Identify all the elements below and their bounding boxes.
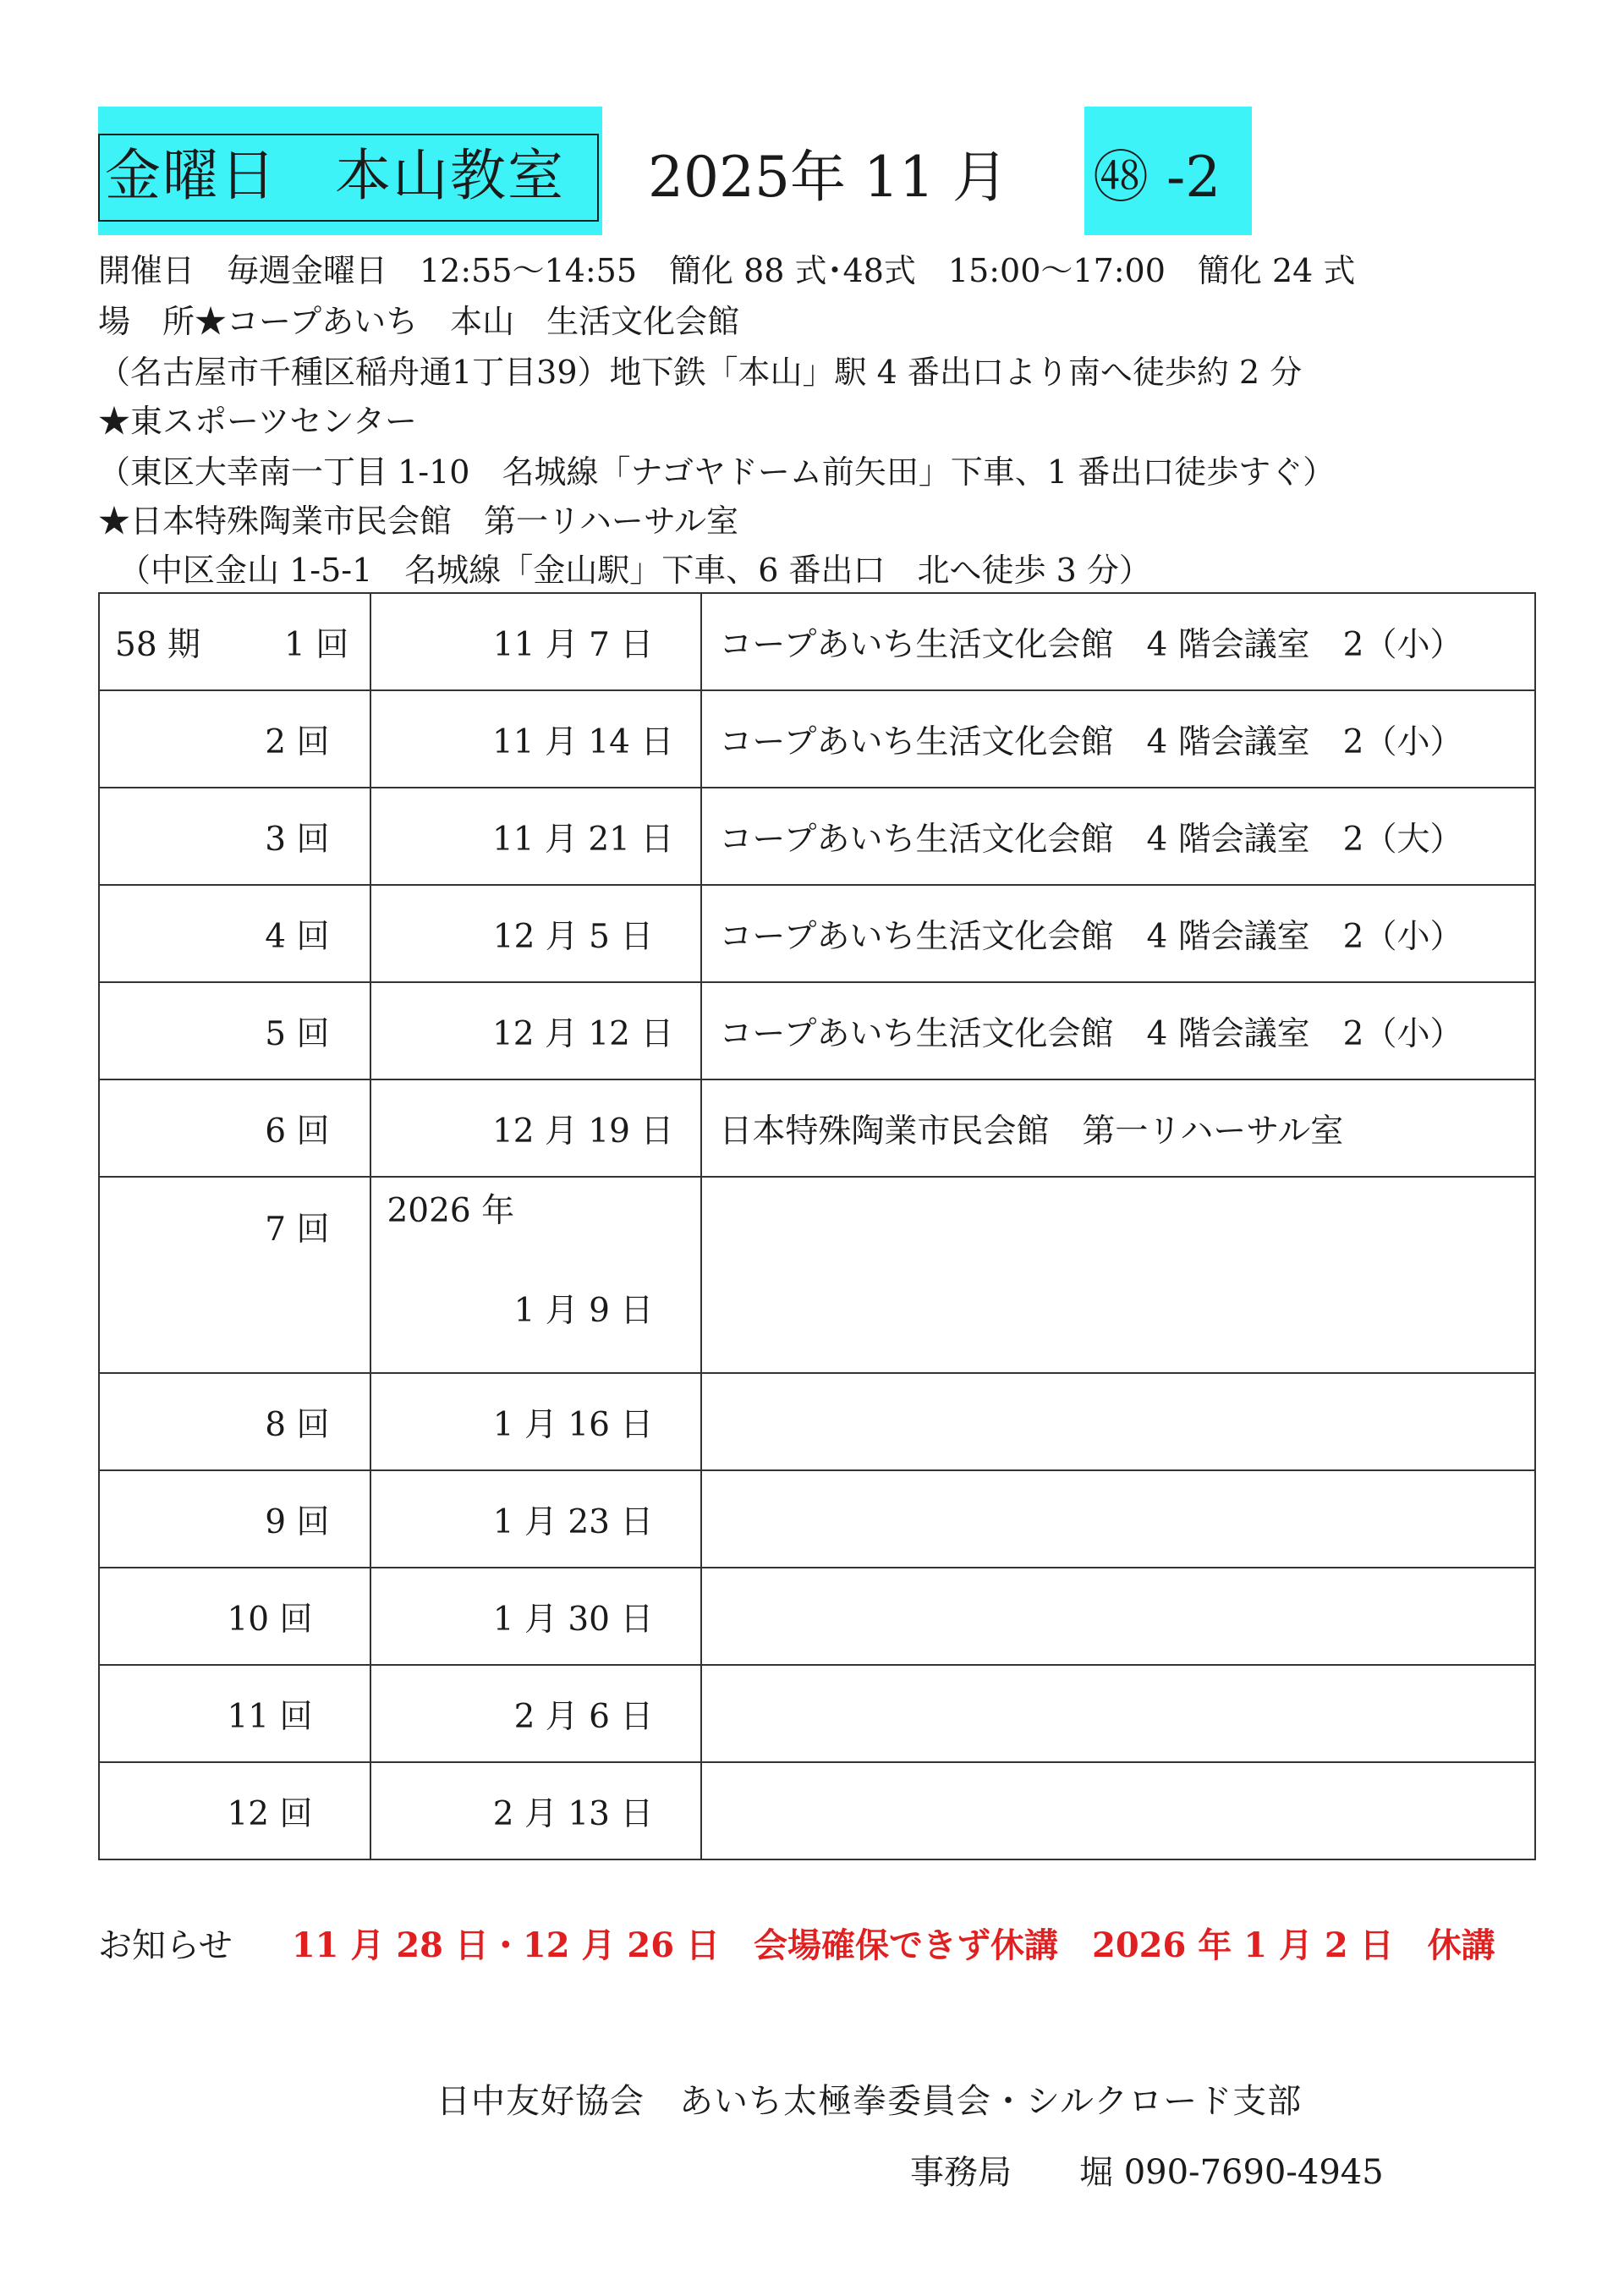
info-venue-address: （名古屋市千種区稲舟通1丁目39）地下鉄「本山」駅 4 番出口より南へ徒歩約 2 分	[98, 354, 1303, 391]
office-label: 事務局	[910, 2153, 1012, 2192]
info-venue2-name: ★東スポーツセンター	[98, 403, 417, 440]
session-year: 2026 年	[387, 1192, 515, 1230]
title-term-number: ㊽ -2	[1093, 145, 1221, 210]
office-phone: 堀 090-7690-4945	[1079, 2153, 1384, 2192]
session-number: 3 回	[99, 788, 370, 885]
session-number: 7 回	[99, 1177, 370, 1373]
organization-name: 日中友好協会 あいち太極拳委員会・シルクロード支部	[436, 2082, 1303, 2121]
session-number: 4 回	[99, 885, 370, 982]
office-contact	[910, 2149, 1384, 2196]
session-number: 10 回	[99, 1568, 370, 1665]
session-date: 12 月 19 日	[370, 1079, 701, 1177]
session-date: 2 月 13 日	[370, 1762, 701, 1859]
table-row	[99, 788, 1535, 885]
session-date-cell	[370, 1177, 701, 1373]
session-venue: 日本特殊陶業市民会館 第一リハーサル室	[701, 1079, 1535, 1177]
notice-text: 11 月 28 日・12 月 26 日 会場確保できず休講 2026 年 1 月 2 日 休講	[291, 1925, 1495, 1965]
table-row	[99, 1762, 1535, 1859]
session-venue: コープあいち生活文化会館 4 階会議室 2（小）	[701, 885, 1535, 982]
session-date: 1 月 16 日	[370, 1373, 701, 1470]
session-venue: コープあいち生活文化会館 4 階会議室 2（大）	[701, 788, 1535, 885]
session-date: 2 月 6 日	[370, 1665, 701, 1762]
session-date: 11 月 7 日	[370, 593, 701, 690]
title-year-month: 2025年 11 月	[648, 145, 1008, 210]
session-date: 11 月 14 日	[370, 690, 701, 788]
table-row	[99, 1079, 1535, 1177]
session-venue	[701, 1373, 1535, 1470]
session-date: 1 月 30 日	[370, 1568, 701, 1665]
session-date: 1 月 23 日	[370, 1470, 701, 1568]
session-venue: コープあいち生活文化会館 4 階会議室 2（小）	[701, 593, 1535, 690]
table-row	[99, 1177, 1535, 1373]
session-venue	[701, 1665, 1535, 1762]
session-venue: コープあいち生活文化会館 4 階会議室 2（小）	[701, 690, 1535, 788]
table-row	[99, 982, 1535, 1079]
notice-label: お知らせ	[98, 1926, 233, 1965]
session-date: 11 月 21 日	[370, 788, 701, 885]
title-row	[98, 107, 1282, 235]
session-number: 5 回	[99, 982, 370, 1079]
page-title: 金曜日 本山教室	[98, 134, 599, 222]
info-venue-line: 場 所★コープあいち 本山 生活文化会館	[98, 303, 740, 340]
schedule-table	[98, 592, 1536, 1860]
session-venue	[701, 1568, 1535, 1665]
table-row	[99, 1568, 1535, 1665]
session-number: 8 回	[99, 1373, 370, 1470]
info-schedule-line: 開催日 毎週金曜日 12:55～14:55 簡化 88 式･48式 15:00～17:00 簡化 24 式	[98, 252, 1356, 289]
session-venue: コープあいち生活文化会館 4 階会議室 2（小）	[701, 982, 1535, 1079]
term-label: 58 期	[115, 625, 201, 664]
table-row	[99, 1373, 1535, 1470]
session-number: 11 回	[99, 1665, 370, 1762]
session-number: 12 回	[99, 1762, 370, 1859]
table-row	[99, 593, 1535, 690]
info-venue3-address: （中区金山 1-5-1 名城線「金山駅」下車、6 番出口 北へ徒歩 3 分）	[118, 552, 1151, 589]
session-number: 6 回	[99, 1079, 370, 1177]
session-date: 1 月 9 日	[513, 1292, 654, 1330]
info-venue3-name: ★日本特殊陶業市民会館 第一リハーサル室	[98, 503, 738, 540]
session-number: 9 回	[99, 1470, 370, 1568]
session-date: 12 月 5 日	[370, 885, 701, 982]
notice-line	[98, 1922, 1495, 1969]
session-venue	[701, 1762, 1535, 1859]
table-row	[99, 1665, 1535, 1762]
session-date: 12 月 12 日	[370, 982, 701, 1079]
table-row	[99, 690, 1535, 788]
info-venue2-address: （東区大幸南一丁目 1-10 名城線「ナゴヤドーム前矢田」下車、1 番出口徒歩すぐ）	[98, 453, 1336, 491]
table-row	[99, 885, 1535, 982]
session-number: 2 回	[99, 690, 370, 788]
table-row	[99, 1470, 1535, 1568]
session-number: 1 回	[284, 625, 349, 664]
session-venue	[701, 1470, 1535, 1568]
session-venue	[701, 1177, 1535, 1373]
session-number-cell	[99, 593, 370, 690]
